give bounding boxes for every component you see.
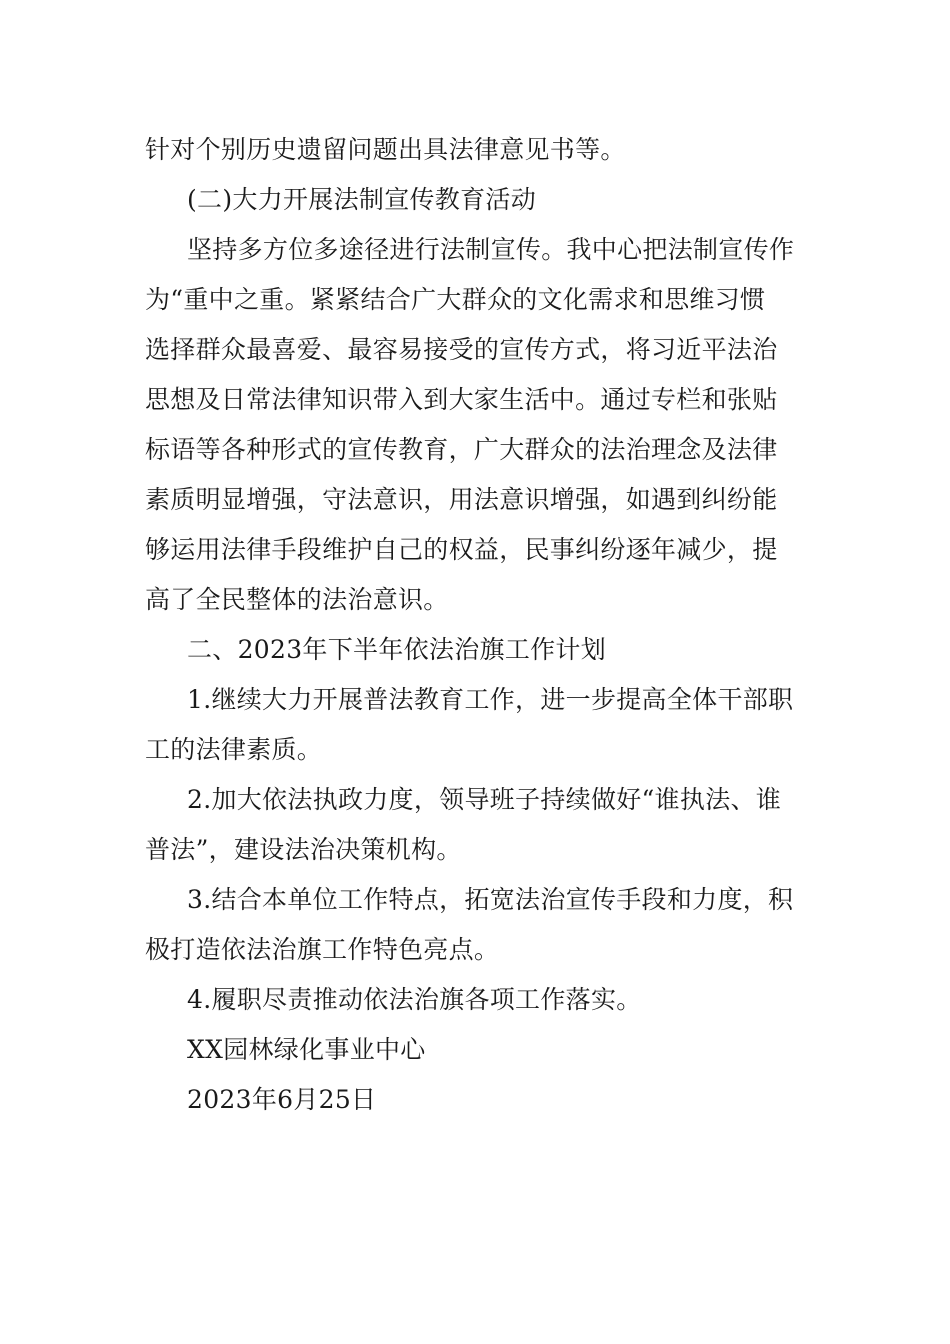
list-item-line: 普法”，建设法治决策机构。 bbox=[145, 835, 462, 864]
list-item-line: 3.结合本单位工作特点，拓宽法治宣传手段和力度，积 bbox=[187, 885, 794, 914]
signature-organization: XX园林绿化事业中心 bbox=[187, 1035, 426, 1064]
signature-date: 2023年6月25日 bbox=[187, 1085, 377, 1114]
list-item-line: 2.加大依法执政力度，领导班子持续做好“谁执法、谁 bbox=[187, 785, 782, 814]
paragraph-line: 选择群众最喜爱、最容易接受的宣传方式，将习近平法治 bbox=[145, 335, 778, 364]
section-heading: (二)大力开展法制宣传教育活动 bbox=[187, 185, 537, 214]
list-item-line: 工的法律素质。 bbox=[145, 735, 323, 764]
paragraph-line: 高了全民整体的法治意识。 bbox=[145, 585, 449, 614]
paragraph-line: 素质明显增强，守法意识，用法意识增强，如遇到纠纷能 bbox=[145, 485, 778, 514]
section-heading: 二、2023年下半年依法治旗工作计划 bbox=[187, 635, 607, 664]
list-item-line: 4.履职尽责推动依法治旗各项工作落实。 bbox=[187, 985, 642, 1014]
paragraph-line: 为“重中之重。紧紧结合广大群众的文化需求和思维习惯 bbox=[145, 285, 766, 314]
paragraph-line: 够运用法律手段维护自己的权益，民事纠纷逐年减少，提 bbox=[145, 535, 778, 564]
paragraph-line: 思想及日常法律知识带入到大家生活中。通过专栏和张贴 bbox=[145, 385, 778, 414]
list-item-line: 极打造依法治旗工作特色亮点。 bbox=[145, 935, 500, 964]
paragraph-line: 针对个别历史遗留问题出具法律意见书等。 bbox=[145, 135, 626, 164]
paragraph-line: 坚持多方位多途径进行法制宣传。我中心把法制宣传作 bbox=[187, 235, 795, 264]
paragraph-line: 标语等各种形式的宣传教育，广大群众的法治理念及法律 bbox=[145, 435, 778, 464]
list-item-line: 1.继续大力开展普法教育工作，进一步提高全体干部职 bbox=[187, 685, 794, 714]
